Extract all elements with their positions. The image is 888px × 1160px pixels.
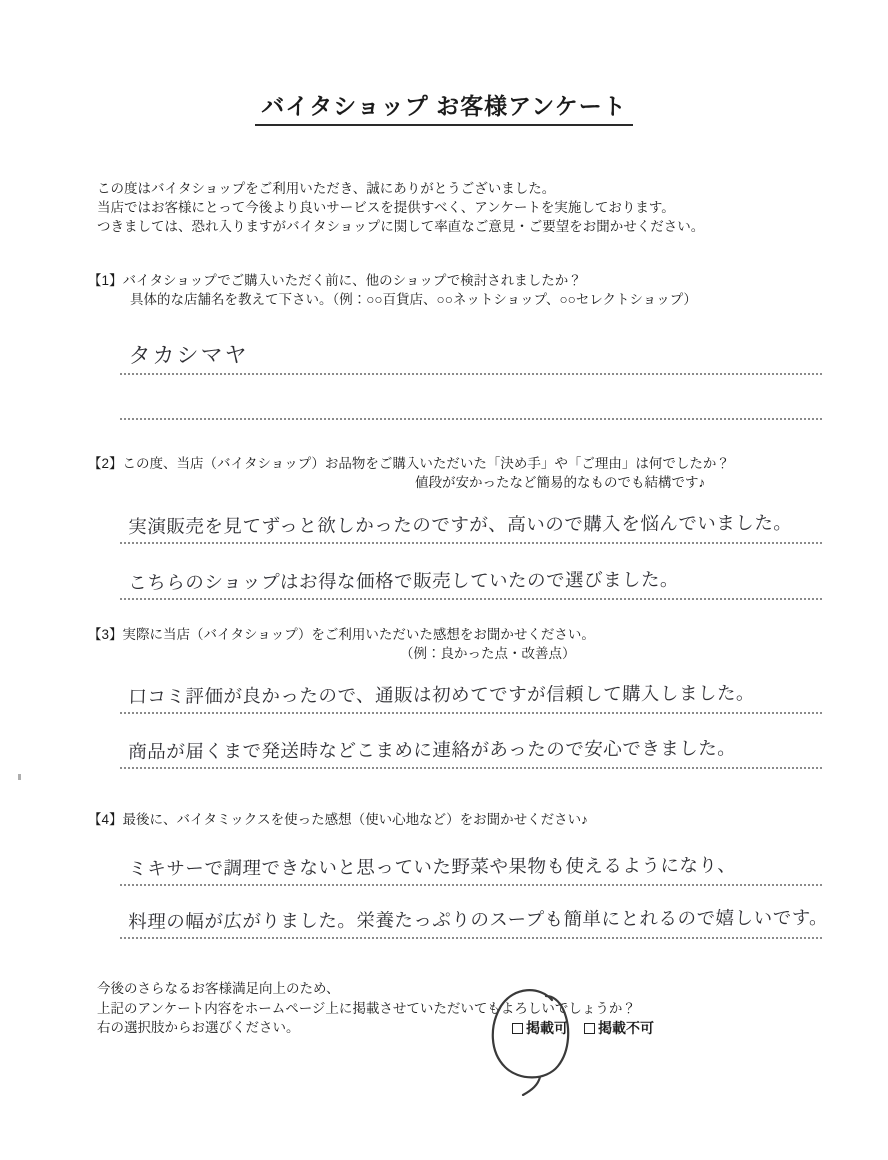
option-keisai-ka — [512, 1018, 568, 1038]
handwritten-answer-q3-line2: 商品が届くまで発送時などこまめに連絡があったので安心できました。 — [128, 737, 737, 763]
question-2-subprompt: 値段が安かったなど簡易的なものでも結構です♪ — [415, 475, 706, 490]
answer-line — [120, 562, 822, 600]
answer-line — [120, 848, 822, 886]
checkbox-icon — [512, 1023, 523, 1034]
page-title-text: バイタショップ お客様アンケート — [255, 88, 633, 126]
handwritten-answer-q4-line2: 料理の幅が広がりました。栄養たっぷりのスープも簡単にとれるので嬉しいです。 — [128, 906, 829, 933]
answer-line — [120, 506, 822, 544]
answer-line — [120, 382, 822, 420]
handwritten-answer-q1: タカシマヤ — [128, 342, 249, 369]
consent-line: 右の選択肢からお選びください。 — [97, 1020, 300, 1035]
intro-line: この度はバイタショップをご利用いただき、誠にありがとうございました。 — [97, 181, 556, 196]
handwritten-answer-q4-line1: ミキサーで調理できないと思っていた野菜や果物も使えるようになり、 — [128, 854, 737, 880]
option-label: 掲載不可 — [598, 1020, 654, 1036]
intro-paragraph — [97, 179, 704, 236]
question-1 — [88, 271, 828, 309]
question-2 — [88, 454, 828, 492]
option-keisai-fuka — [584, 1018, 654, 1038]
intro-line: つきましては、恐れ入りますがバイタショップに関して率直なご意見・ご要望をお聞かせください。 — [97, 219, 705, 234]
handwritten-answer-q2-line2: こちらのショップはお得な価格で販売していたので選びました。 — [128, 568, 680, 594]
question-1-prompt: 【1】バイタショップでご購入いただく前に、他のショップで検討されましたか？ — [88, 273, 582, 288]
question-1-subprompt: 具体的な店舗名を教えて下さい。（例：○○百貨店、○○ネットショップ、○○セレクトショップ） — [130, 292, 697, 307]
question-3-prompt: 【3】実際に当店（バイタショップ）をご利用いただいた感想をお聞かせください。 — [88, 627, 595, 642]
consent-options — [512, 1018, 654, 1038]
consent-line: 上記のアンケート内容をホームページ上に掲載させていただいてもよろしいでしょうか？ — [97, 1000, 636, 1016]
question-3-subprompt: （例：良かった点・改善点） — [400, 646, 576, 661]
answer-line — [120, 337, 822, 375]
question-3 — [88, 625, 828, 663]
answer-line — [120, 901, 829, 939]
page-title — [0, 88, 888, 126]
question-4 — [88, 810, 828, 829]
answer-line — [120, 676, 822, 714]
consent-line: 今後のさらなるお客様満足向上のため、 — [97, 981, 340, 996]
handwritten-answer-q2-line1: 実演販売を見てずっと欲しかったのですが、高いので購入を悩んでいました。 — [128, 511, 793, 538]
question-2-prompt: 【2】この度、当店（バイタショップ）お品物をご購入いただいた「決め手」や「ご理由」は何でしたか？ — [88, 456, 730, 471]
checkbox-icon — [584, 1023, 595, 1034]
scan-artifact-mark — [18, 774, 21, 780]
answer-line — [120, 731, 822, 769]
question-4-prompt: 【4】最後に、バイタミックスを使った感想（使い心地など）をお聞かせください♪ — [88, 812, 588, 827]
option-label: 掲載可 — [526, 1020, 568, 1036]
handwritten-answer-q3-line1: 口コミ評価が良かったので、通販は初めてですが信頼して購入しました。 — [128, 682, 756, 708]
intro-line: 当店ではお客様にとって今後より良いサービスを提供すべく、アンケートを実施しております。 — [97, 200, 675, 215]
